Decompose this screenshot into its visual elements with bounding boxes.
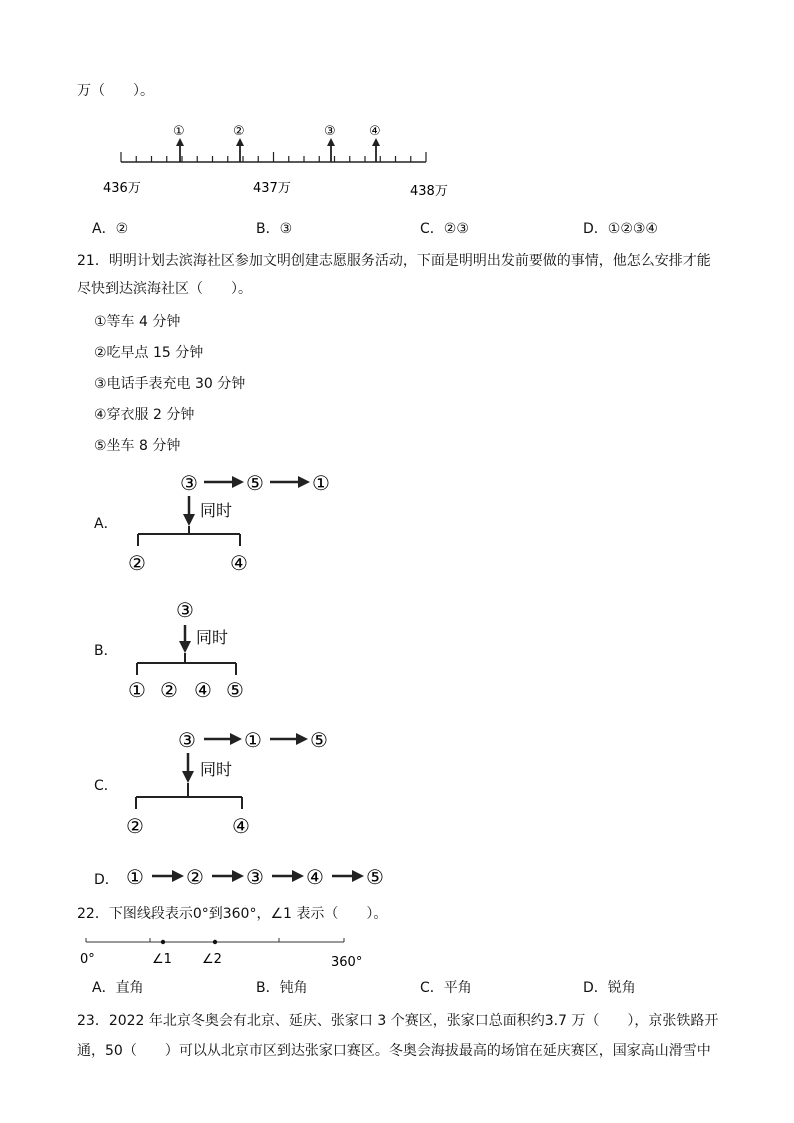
a-bottom-2: ④ [230,551,248,575]
number-line-ticks [121,152,426,162]
marker-arrowhead-1 [176,138,184,146]
q20-option-d: D．①②③④ [583,221,658,237]
marker-1: ① [173,124,185,139]
a-top-1: ③ [180,471,198,495]
axis-label-436: 436万 [103,181,141,196]
number-line-figure [100,118,460,200]
q21-step-3: ③电话手表充电 30 分钟 [94,376,246,392]
segment-label-angle2: ∠2 [202,952,222,967]
segment-label-360: 360° [331,955,363,970]
marker-4: ④ [369,124,381,139]
c-top-1: ③ [178,728,196,752]
q21-option-c-diagram [120,725,350,841]
q21-option-a-diagram [120,466,350,582]
c-bottom-2: ④ [232,814,250,838]
d-chain-1: ① [126,865,144,889]
q22-option-d: D．锐角 [583,980,636,996]
q21-stem-line1: 21．明明计划去滨海社区参加文明创建志愿服务活动，下面是明明出发前要做的事情，他怎么安排才能 [77,253,711,269]
marker-arrowhead-2 [236,138,244,146]
marker-arrowhead-4 [372,138,380,146]
q22-option-c: C．平角 [420,980,472,996]
q21-step-4: ④穿衣服 2 分钟 [94,407,195,423]
axis-label-437: 437万 [253,181,291,196]
b-bottom-4: ⑤ [226,678,244,702]
q22-option-a: A．直角 [92,980,144,996]
d-chain-2: ② [186,865,204,889]
axis-label-438: 438万 [410,184,448,199]
q23-line2: 通，50（ ）可以从北京市区到达张家口赛区。冬奥会海拔最高的场馆在延庆赛区，国家高山滑雪中 [77,1043,711,1059]
a-top-2: ⑤ [246,471,264,495]
c-same-time-label: 同时 [200,760,233,779]
q21-option-a-label: A． [94,516,118,532]
marker-3: ③ [324,124,336,139]
b-same-time-label: 同时 [196,628,229,647]
c-top-2: ① [244,728,262,752]
a-bottom-1: ② [128,551,146,575]
q21-step-1: ①等车 4 分钟 [94,314,181,330]
q21-stem-line2: 尽快到达滨海社区（ ）。 [77,281,252,297]
d-chain-4: ④ [306,865,324,889]
q21-option-d-diagram [120,858,400,892]
q22-option-b: B．钝角 [256,980,308,996]
a-same-time-label: 同时 [200,501,233,520]
q21-option-b-diagram [120,597,280,707]
b-bottom-2: ② [160,678,178,702]
q21-option-c-label: C． [94,778,118,794]
q21-option-d-label: D． [94,872,119,888]
b-top-1: ③ [176,598,194,622]
angle-segment-figure [78,930,378,972]
segment-label-0: 0° [80,952,95,967]
c-bottom-1: ② [126,814,144,838]
q20-option-a: A．② [92,221,129,237]
d-chain-3: ③ [246,865,264,889]
q21-step-2: ②吃早点 15 分钟 [94,345,204,361]
q20-option-c: C．②③ [420,221,469,237]
q21-option-b-label: B． [94,643,118,659]
q22-stem: 22．下图线段表示0°到360°，∠1 表示（ ）。 [77,906,388,922]
marker-2: ② [233,124,245,139]
q23-line1: 23．2022 年北京冬奥会有北京、延庆、张家口 3 个赛区，张家口总面积约3.7 万（ ），京张铁路开 [77,1013,719,1029]
d-chain-5: ⑤ [366,865,384,889]
segment-label-angle1: ∠1 [152,952,172,967]
c-top-3: ⑤ [310,728,328,752]
previous-question-tail: 万（ ）。 [77,83,154,99]
q20-option-b: B．③ [256,221,293,237]
b-bottom-3: ④ [194,678,212,702]
b-bottom-1: ① [128,678,146,702]
a-top-3: ① [312,471,330,495]
q21-step-5: ⑤坐车 8 分钟 [94,438,181,454]
marker-arrowhead-3 [327,138,335,146]
